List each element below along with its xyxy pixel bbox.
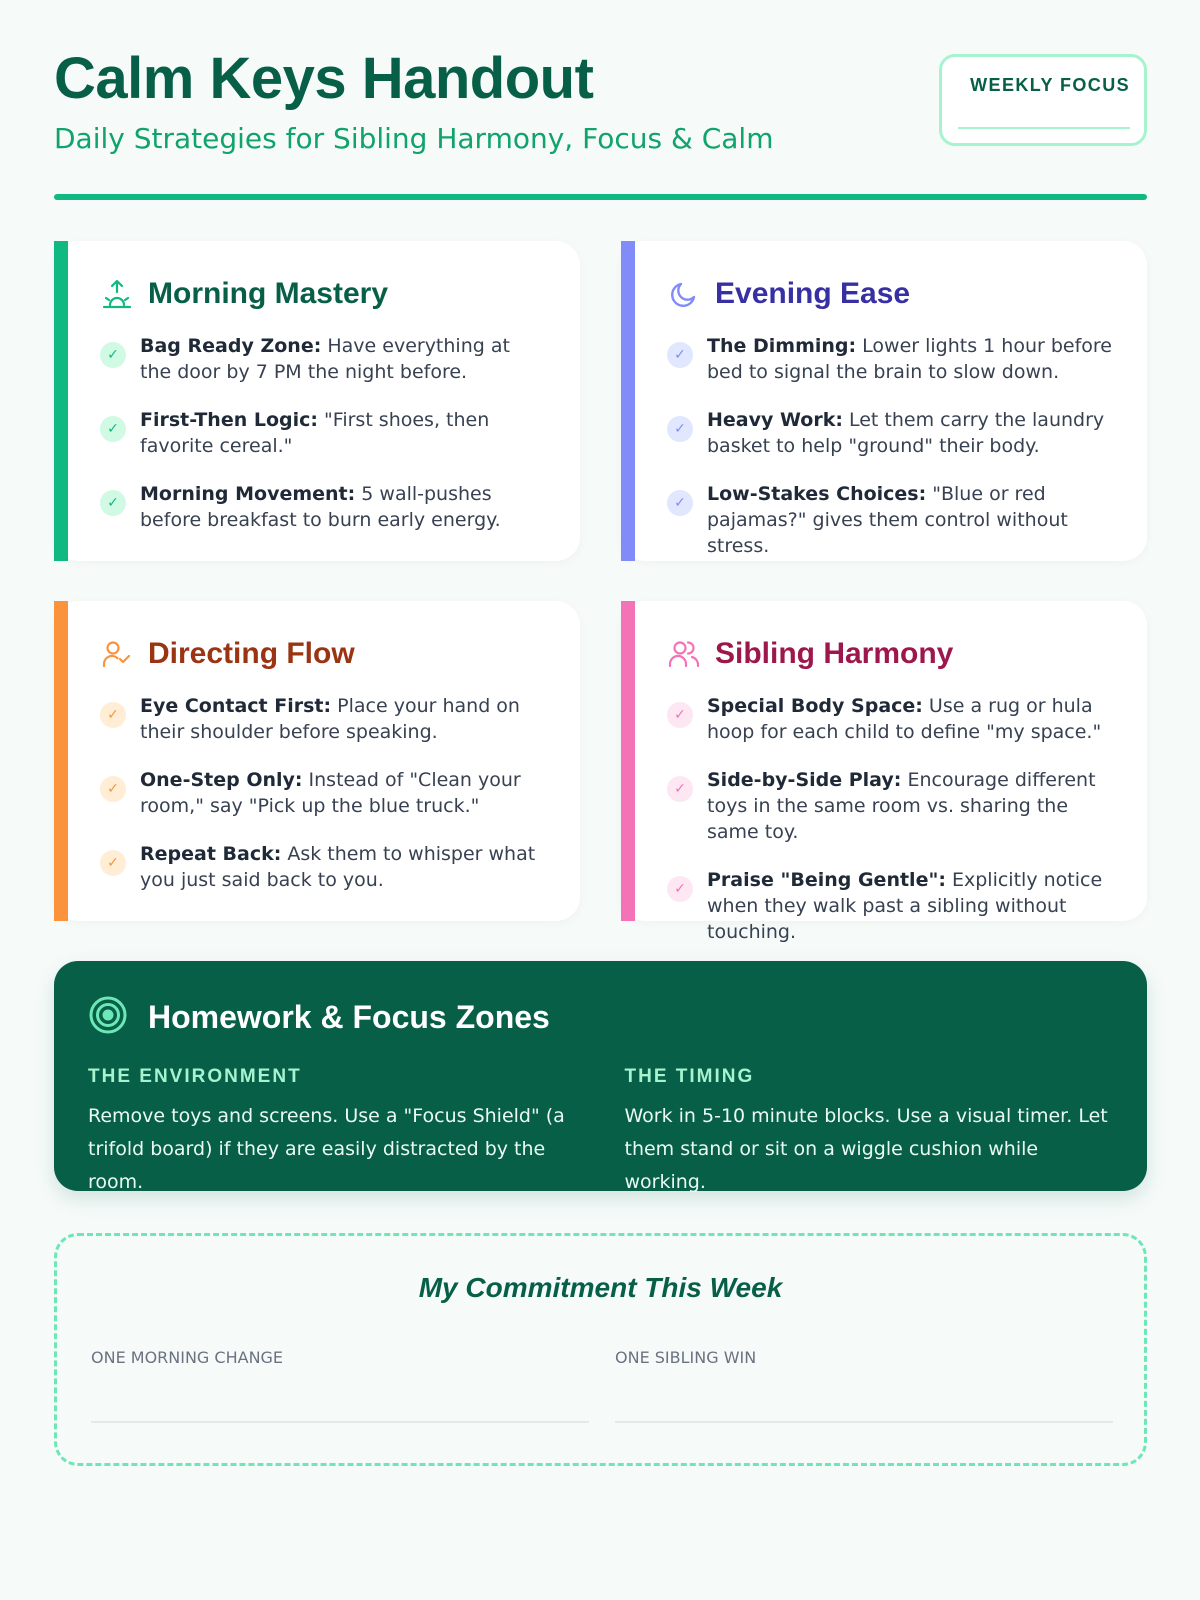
weekly-focus-label: WEEKLY FOCUS — [970, 75, 1130, 95]
list-item — [667, 767, 1113, 845]
commitment-title: My Commitment This Week — [418, 1272, 783, 1303]
page-header — [54, 46, 1147, 200]
weekly-focus-box[interactable] — [939, 54, 1147, 146]
card-sibling-harmony — [621, 601, 1147, 943]
environment-text: Remove toys and screens. Use a "Focus Shield" (a trifold board) if they are easily distracted by the room. — [88, 1105, 565, 1193]
homework-title: Homework & Focus Zones — [148, 999, 550, 1035]
page-subtitle: Daily Strategies for Sibling Harmony, Focus & Calm — [54, 122, 774, 155]
check-icon: ✓ — [667, 776, 693, 802]
card-directing-flow — [54, 601, 580, 921]
user-check-icon — [100, 637, 134, 671]
sibling-win-field[interactable] — [615, 1348, 1113, 1423]
item-label: Special Body Space: — [707, 695, 923, 717]
item-label: Morning Movement: — [140, 483, 356, 505]
check-icon: ✓ — [100, 490, 126, 516]
item-text: Have everything at the door by 7 PM the night before. — [140, 335, 510, 383]
list-item — [100, 333, 546, 385]
card-morning-mastery — [54, 241, 580, 561]
page-title: Calm Keys Handout — [54, 46, 594, 111]
item-text: Let them carry the laundry basket to help "ground" their body. — [707, 409, 1105, 457]
check-icon: ✓ — [667, 416, 693, 442]
card-title: Morning Mastery — [148, 277, 389, 310]
morning-change-line[interactable] — [91, 1421, 589, 1423]
item-text: Use a rug or hula hoop for each child to define "my space." — [707, 695, 1102, 743]
moon-icon — [667, 277, 701, 311]
list-item — [100, 841, 546, 893]
list-item — [100, 407, 546, 459]
sibling-win-line[interactable] — [615, 1421, 1113, 1423]
users-icon — [667, 637, 701, 671]
list-item — [100, 767, 546, 819]
item-label: Praise "Being Gentle": — [707, 869, 946, 891]
item-text: "Blue or red pajamas?" gives them control without stress. — [707, 483, 1068, 557]
item-text: Place your hand on their shoulder before speaking. — [140, 695, 520, 743]
list-item — [100, 481, 546, 533]
check-icon: ✓ — [667, 342, 693, 368]
item-label: Heavy Work: — [707, 409, 843, 431]
list-item — [667, 407, 1113, 459]
commitment-box — [54, 1233, 1147, 1466]
environment-column — [88, 1066, 577, 1199]
item-label: Low-Stakes Choices: — [707, 483, 927, 505]
timing-column — [625, 1066, 1114, 1199]
timing-label: THE TIMING — [624, 1066, 755, 1087]
item-text: "First shoes, then favorite cereal." — [140, 409, 490, 457]
target-icon — [88, 995, 128, 1040]
item-text: 5 wall-pushes before breakfast to burn early energy. — [140, 483, 501, 531]
list-item — [100, 693, 546, 745]
list-item — [667, 333, 1113, 385]
homework-focus-panel — [54, 961, 1147, 1191]
item-label: Repeat Back: — [140, 843, 282, 865]
check-icon: ✓ — [100, 416, 126, 442]
check-icon: ✓ — [100, 850, 126, 876]
item-label: Eye Contact First: — [140, 695, 332, 717]
item-label: One-Step Only: — [140, 769, 303, 791]
morning-change-field[interactable] — [91, 1348, 589, 1423]
item-text: Lower lights 1 hour before bed to signal the brain to slow down. — [707, 335, 1112, 383]
item-text: Instead of "Clean your room," say "Pick up the blue truck." — [140, 769, 521, 817]
item-text: Explicitly notice when they walk past a sibling without touching. — [707, 869, 1103, 943]
sunrise-icon — [100, 277, 134, 311]
card-title: Sibling Harmony — [715, 637, 954, 670]
check-icon: ✓ — [100, 776, 126, 802]
item-label: First-Then Logic: — [140, 409, 318, 431]
item-text: Encourage different toys in the same room vs. sharing the same toy. — [707, 769, 1096, 843]
weekly-focus-line — [958, 127, 1130, 129]
check-icon: ✓ — [667, 702, 693, 728]
list-item — [667, 867, 1113, 945]
card-title: Directing Flow — [148, 637, 355, 670]
check-icon: ✓ — [100, 342, 126, 368]
header-divider — [54, 194, 1147, 200]
list-item — [667, 481, 1113, 559]
morning-change-label: ONE MORNING CHANGE — [91, 1348, 284, 1367]
list-item — [667, 693, 1113, 745]
check-icon: ✓ — [667, 490, 693, 516]
card-title: Evening Ease — [715, 277, 911, 310]
item-label: Side-by-Side Play: — [707, 769, 902, 791]
item-text: Ask them to whisper what you just said back to you. — [140, 843, 536, 891]
timing-text: Work in 5-10 minute blocks. Use a visual timer. Let them stand or sit on a wiggle cushion while working. — [624, 1105, 1108, 1193]
sibling-win-label: ONE SIBLING WIN — [615, 1348, 757, 1367]
environment-label: THE ENVIRONMENT — [88, 1066, 302, 1087]
check-icon: ✓ — [100, 702, 126, 728]
check-icon: ✓ — [667, 876, 693, 902]
item-label: Bag Ready Zone: — [140, 335, 322, 357]
item-label: The Dimming: — [707, 335, 857, 357]
card-evening-ease — [621, 241, 1147, 561]
